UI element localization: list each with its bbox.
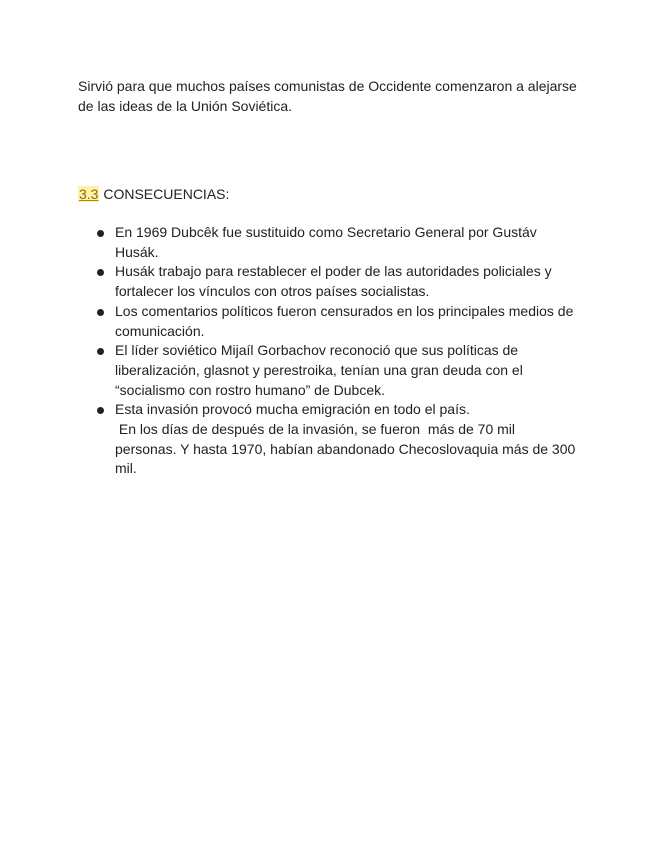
list-item: [95, 400, 580, 479]
list-item: [95, 341, 580, 400]
list-item-text: El líder soviético Mijaíl Gorbachov reconoció que sus políticas de liberalización, glasnot y perestroika, tenían una gran deuda con el “socialismo con rostro humano” de Dubcek.: [115, 342, 523, 398]
bullet-icon: [97, 348, 104, 355]
list-item-text: En 1969 Dubcêk fue sustituido como Secretario General por Gustáv Husák.: [115, 224, 537, 260]
section-number-link[interactable]: 3.3: [79, 186, 99, 202]
list-item-text: Los comentarios políticos fueron censurados en los principales medios de comunicación.: [115, 302, 574, 339]
list-item: [95, 302, 580, 341]
list-item-continuation: En los días de después de la invasión, se fueron más de 70 mil personas. Y hasta 1970, habían abandonado Checoslovaquia más de 300 mil.: [115, 421, 580, 477]
list-item-text: Husák trabajo para restablecer el poder de las autoridades policiales y fortalecer los vínculos con otros países socialistas.: [115, 263, 552, 300]
intro-paragraph: Sirvió para que muchos países comunistas de Occidente comenzaron a alejarse de las ideas de la Unión Soviética.: [78, 78, 577, 114]
section-title: CONSECUENCIAS:: [103, 186, 230, 202]
bullet-icon: [97, 230, 104, 237]
bullet-icon: [97, 309, 104, 316]
list-item-text: Esta invasión provocó mucha emigración en todo el país.: [115, 401, 470, 418]
section-heading: [78, 184, 229, 204]
bullet-icon: [97, 407, 104, 414]
list-item: [95, 223, 580, 262]
list-item: [95, 262, 580, 301]
bullet-icon: [97, 269, 104, 276]
consequences-list: [95, 223, 580, 479]
